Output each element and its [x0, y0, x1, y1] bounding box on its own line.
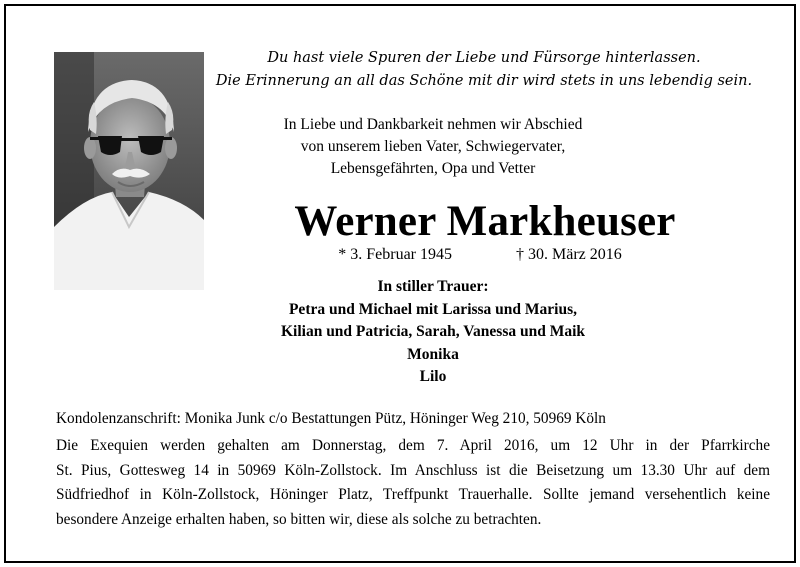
mourners-list — [248, 276, 618, 389]
birth-date: * 3. Februar 1945 — [338, 246, 452, 263]
mourners-line: Lilo — [419, 368, 447, 385]
funeral-details-line: Die Exequien werden gehalten am Donnerstag, dem 7. April 2016, um 12 Uhr in der Pfarrkirche — [56, 437, 770, 454]
life-dates — [300, 244, 660, 266]
funeral-details-line: besondere Anzeige erhalten haben, so bitten wir, diese als solche zu betrachten. — [56, 510, 542, 528]
death-date: † 30. März 2016 — [516, 246, 622, 263]
portrait-photo-icon — [54, 52, 204, 290]
intro-line: Lebensgefährten, Opa und Vetter — [330, 160, 536, 177]
mourners-line: Monika — [407, 345, 459, 363]
deceased-name: Werner Markheuser — [294, 198, 676, 245]
mourners-line: Kilian und Patricia, Sarah, Vanessa und Maik — [280, 323, 586, 340]
quote-line: Die Erinnerung an all das Schöne mit dir wird stets in uns lebendig sein. — [215, 73, 753, 89]
quote-line: Du hast viele Spuren der Liebe und Fürsorge hinterlassen. — [267, 50, 701, 66]
memorial-quote — [214, 47, 754, 93]
mourners-heading: In stiller Trauer: — [377, 278, 489, 295]
portrait-photo — [54, 52, 204, 290]
funeral-details-line: St. Pius, Gottesweg 14 in 50969 Köln-Zollstock. Im Anschluss ist die Beisetzung um 13.30 Uhr auf dem — [56, 461, 770, 479]
farewell-intro — [248, 114, 618, 180]
intro-line: In Liebe und Dankbarkeit nehmen wir Abschied — [283, 116, 583, 133]
funeral-details — [56, 434, 770, 532]
intro-line: von unserem lieben Vater, Schwiegervater, — [300, 138, 566, 155]
mourners-line: Petra und Michael mit Larissa und Marius, — [288, 300, 578, 318]
funeral-details-line: Südfriedhof in Köln-Zollstock, Höninger Platz, Treffpunkt Trauerhalle. Sollte jemand versehentlich keine — [56, 486, 770, 503]
condolence-address: Kondolenzanschrift: Monika Junk c/o Bestattungen Pütz, Höninger Weg 210, 50969 Köln — [56, 410, 606, 427]
